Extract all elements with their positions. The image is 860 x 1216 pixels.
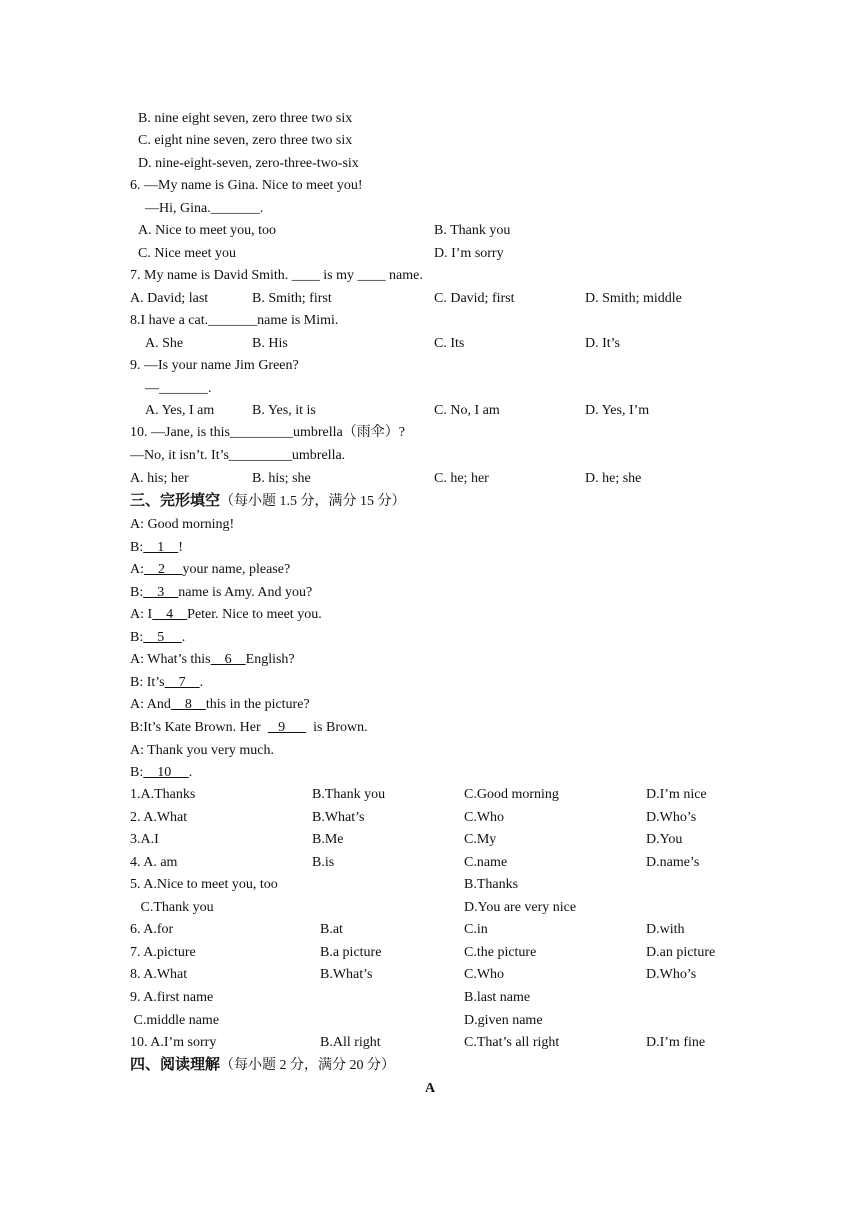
cloze-option-a: 10. A.I’m sorry (130, 1035, 217, 1051)
dialogue-text-end: Peter. Nice to meet you. (187, 607, 322, 623)
section4-title: 四、阅读理解 (130, 1055, 221, 1073)
cloze-option-d: D.an picture (646, 944, 716, 960)
dialogue-line (130, 719, 368, 737)
cloze-option-a: C.Thank you (130, 899, 214, 915)
dialogue-text-end: . (181, 629, 186, 645)
dialogue-blank: 3 (143, 584, 179, 600)
cloze-option-a: 7. A.picture (130, 944, 196, 960)
dialogue-line (130, 674, 203, 692)
cloze-option-a: 9. A.first name (130, 989, 214, 1005)
cloze-option-b: B.a picture (320, 944, 382, 960)
q9-reply-end: . (208, 381, 212, 396)
q6-option-b: B. Thank you (434, 223, 511, 238)
q9-question: 9. —Is your name Jim Green? (130, 358, 299, 373)
dialogue-text: B: (130, 765, 144, 781)
section3-title: 三、完形填空 (130, 491, 221, 509)
q8-blank: _______ (208, 313, 258, 328)
q7-option-c: C. David; first (434, 291, 515, 306)
q8-option-d: D. It’s (585, 336, 620, 351)
cloze-option-a: 4. A. am (130, 854, 178, 870)
q6-option-c: C. Nice meet you (138, 246, 236, 261)
cloze-option-c: C.That’s all right (464, 1035, 560, 1051)
section4-note: （每小题 2 分，满分 20 分） (220, 1058, 396, 1073)
q6-reply-end: . (259, 201, 264, 216)
dialogue-text: A: Thank you very much. (130, 742, 274, 758)
dialogue-line (130, 651, 295, 669)
q9-option-c: C. No, I am (434, 403, 500, 418)
q10-reply-end: umbrella. (291, 448, 346, 463)
dialogue-blank: 10 (143, 765, 189, 781)
q10-blank-1: _________ (229, 425, 293, 440)
dialogue-text: A: I (130, 607, 153, 623)
dialogue-line (130, 516, 234, 534)
cloze-option-c: C.My (464, 832, 497, 848)
cloze-option-b: B.at (320, 922, 343, 938)
cloze-option-a: 2. A.What (130, 809, 188, 825)
cloze-option-b: B.What’s (320, 967, 373, 983)
q6-question: 6. —My name is Gina. Nice to meet you! (130, 178, 363, 193)
q10-blank-2: _________ (228, 448, 292, 463)
q9-option-b: B. Yes, it is (252, 403, 316, 418)
q7-option-d: D. Smith; middle (585, 291, 682, 306)
q9-option-d: D. Yes, I’m (585, 403, 650, 418)
dialogue-blank: 8 (170, 697, 206, 713)
q6-option-a: A. Nice to meet you, too (138, 223, 277, 238)
dialogue-blank: 4 (152, 607, 188, 623)
dialogue-blank: 2 (144, 562, 183, 578)
q9-reply (145, 380, 212, 398)
dialogue-line (130, 606, 322, 624)
dialogue-text: B: (130, 629, 144, 645)
q8-text: 8.I have a cat. (130, 313, 209, 328)
q9-blank: _______ (159, 381, 208, 396)
q9-option-a: A. Yes, I am (145, 403, 215, 418)
q5-option-c: C. eight nine seven, zero three two six (138, 133, 353, 148)
cloze-option-c: C.Good morning (464, 787, 559, 802)
dialogue-blank: 1 (143, 539, 179, 555)
q6-reply-text: —Hi, Gina. (145, 201, 211, 216)
dialogue-blank: 7 (164, 674, 200, 690)
cloze-option-b: B.What’s (312, 809, 365, 825)
dialogue-text-end: this in the picture? (205, 697, 310, 713)
q9-dash: — (145, 381, 159, 396)
dialogue-text: A: Good morning! (130, 517, 235, 532)
dialogue-text-end: . (188, 765, 193, 781)
cloze-option-a: 8. A.What (130, 967, 188, 983)
section3-heading (130, 491, 406, 511)
q6-option-d: D. I’m sorry (434, 246, 504, 261)
dialogue-text: A: What’s this (130, 652, 211, 668)
cloze-option-c: C.in (464, 922, 488, 938)
cloze-option-c: C.Who (464, 809, 505, 825)
q8-option-a: A. She (145, 336, 184, 351)
q8-question (130, 312, 338, 330)
dialogue-text: B: It’s (130, 674, 165, 690)
cloze-option-c: D.You are very nice (464, 899, 577, 915)
cloze-option-d: D.name’s (646, 854, 700, 870)
q8-text-end: name is Mimi. (257, 313, 339, 328)
q10-reply-text: —No, it isn’t. It’s (130, 448, 229, 463)
cloze-option-a: 6. A.for (130, 922, 174, 938)
dialogue-text-end: English? (245, 652, 295, 668)
q7-option-b: B. Smith; first (252, 291, 332, 306)
q6-reply (145, 200, 263, 218)
cloze-option-c: B.last name (464, 989, 531, 1005)
dialogue-text-end: name is Amy. And you? (178, 584, 313, 600)
q5-option-b: B. nine eight seven, zero three two six (138, 111, 353, 126)
cloze-option-a: 3.A.I (130, 832, 159, 848)
cloze-option-d: D.I’m fine (646, 1035, 706, 1051)
cloze-option-a: C.middle name (130, 1012, 220, 1028)
dialogue-line (130, 629, 185, 647)
dialogue-line (130, 764, 192, 782)
cloze-option-b: B.Me (312, 832, 344, 848)
dialogue-line (130, 742, 274, 760)
cloze-option-d: D.I’m nice (646, 787, 707, 802)
dialogue-blank: 6 (210, 652, 246, 668)
cloze-option-c: C.Who (464, 967, 505, 983)
cloze-option-c: D.given name (464, 1012, 543, 1028)
cloze-option-c: B.Thanks (464, 877, 519, 893)
dialogue-text-end: . (199, 674, 204, 690)
dialogue-text-end: ! (178, 539, 183, 555)
q6-blank: _______ (210, 201, 260, 216)
q5-option-d: D. nine-eight-seven, zero-three-two-six (138, 156, 359, 171)
cloze-option-b: B.is (312, 854, 335, 870)
cloze-option-a: 5. A.Nice to meet you, too (130, 877, 278, 893)
dialogue-line (130, 584, 312, 602)
dialogue-text-end: your name, please? (182, 562, 291, 578)
q10-text: 10. —Jane, is this (130, 425, 230, 440)
q10-option-c: C. he; her (434, 471, 489, 486)
q10-option-b: B. his; she (252, 471, 311, 486)
dialogue-text: B:It’s Kate Brown. Her (130, 719, 268, 735)
cloze-option-d: D.Who’s (646, 967, 697, 983)
cloze-option-d: D.You (646, 832, 683, 848)
dialogue-text-end: is Brown. (306, 719, 368, 735)
cloze-option-b: B.Thank you (312, 787, 386, 802)
q8-option-b: B. His (252, 336, 288, 351)
dialogue-text: A: (130, 562, 144, 578)
cloze-option-d: D.Who’s (646, 809, 697, 825)
cloze-option-a: 1.A.Thanks (130, 787, 196, 802)
dialogue-text: B: (130, 584, 144, 600)
dialogue-line (130, 696, 310, 714)
dialogue-text: A: And (130, 697, 171, 713)
q10-option-d: D. he; she (585, 471, 642, 486)
section4-heading (130, 1055, 395, 1075)
cloze-option-d: D.with (646, 922, 685, 938)
cloze-option-c: C.the picture (464, 944, 537, 960)
passage-a-label: A (425, 1081, 436, 1096)
cloze-option-c: C.name (464, 854, 508, 870)
dialogue-line (130, 539, 183, 557)
q8-option-c: C. Its (434, 336, 465, 351)
q7-question: 7. My name is David Smith. ____ is my ____ name. (130, 268, 423, 283)
q10-text-end: umbrella（雨伞）? (292, 425, 405, 440)
dialogue-blank: 9 (267, 719, 307, 735)
dialogue-text: B: (130, 539, 144, 555)
q10-question (130, 424, 405, 442)
q7-option-a: A. David; last (130, 291, 209, 306)
q10-reply (130, 447, 345, 465)
q10-option-a: A. his; her (130, 471, 189, 486)
dialogue-blank: 5 (143, 629, 182, 645)
section3-note: （每小题 1.5 分，满分 15 分） (220, 494, 406, 509)
dialogue-line (130, 561, 290, 579)
cloze-option-b: B.All right (320, 1035, 381, 1051)
